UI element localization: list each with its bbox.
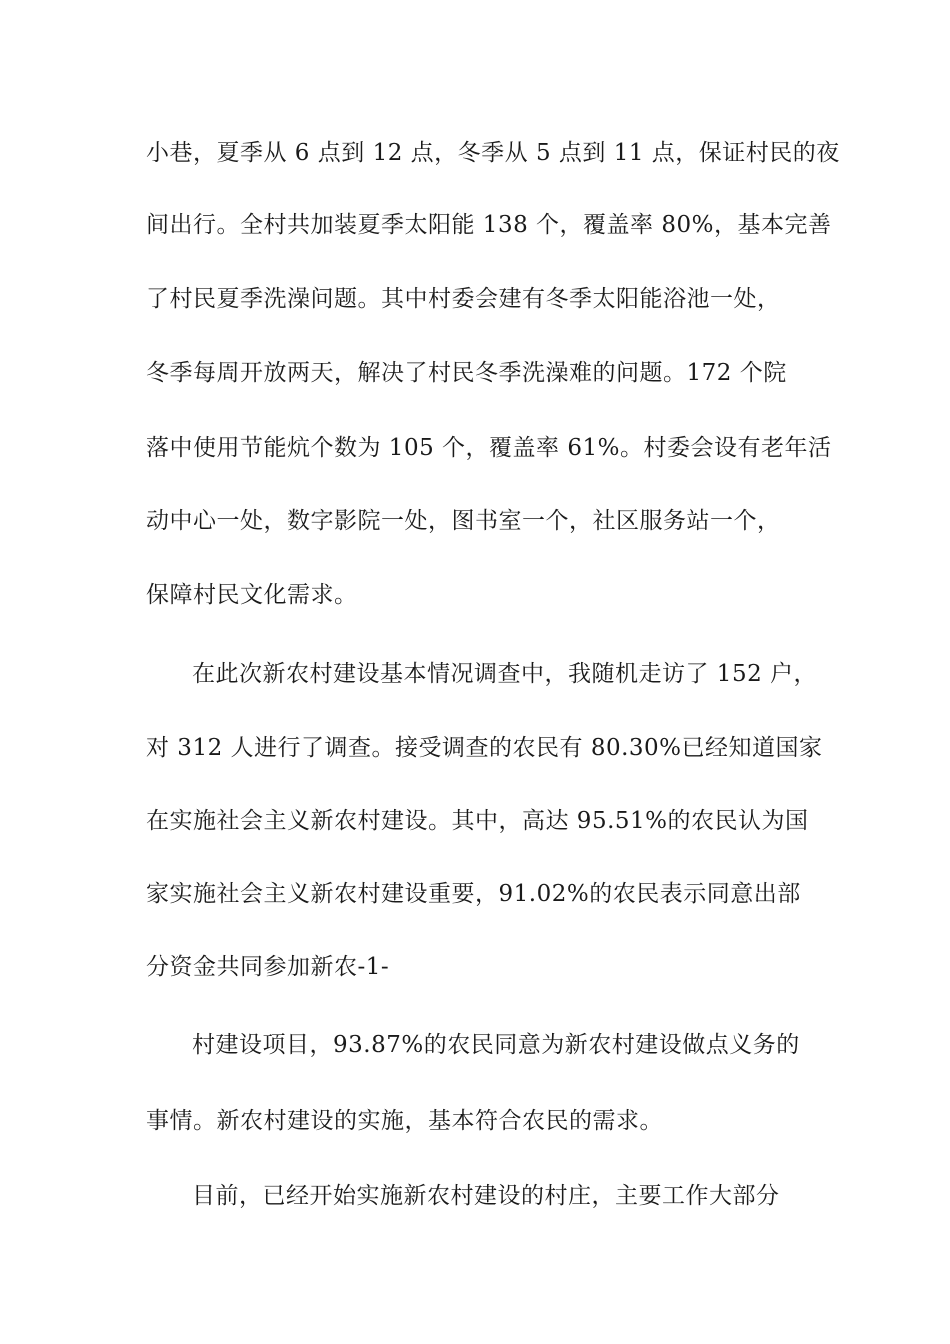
text-line-5: 落中使用节能炕个数为 105 个，覆盖率 61%。村委会设有老年活	[146, 435, 832, 461]
text-line-3: 了村民夏季洗澡问题。其中村委会建有冬季太阳能浴池一处，	[146, 286, 781, 312]
text-line-6: 动中心一处，数字影院一处，图书室一个，社区服务站一个，	[146, 508, 781, 534]
text-line-12: 分资金共同参加新农-1-	[146, 954, 390, 980]
text-line-8: 在此次新农村建设基本情况调查中，我随机走访了 152 户，	[192, 661, 818, 687]
text-line-7: 保障村民文化需求。	[146, 582, 358, 608]
text-line-15: 目前，已经开始实施新农村建设的村庄，主要工作大部分	[192, 1183, 780, 1209]
text-line-9: 对 312 人进行了调查。接受调查的农民有 80.30%已经知道国家	[146, 735, 823, 761]
text-line-1: 小巷，夏季从 6 点到 12 点，冬季从 5 点到 11 点，保证村民的夜	[146, 140, 840, 166]
text-line-11: 家实施社会主义新农村建设重要，91.02%的农民表示同意出部	[146, 881, 801, 907]
text-line-2: 间出行。全村共加装夏季太阳能 138 个，覆盖率 80%，基本完善	[146, 212, 832, 238]
text-line-13: 村建设项目，93.87%的农民同意为新农村建设做点义务的	[192, 1032, 800, 1058]
text-line-10: 在实施社会主义新农村建设。其中，高达 95.51%的农民认为国	[146, 808, 809, 834]
text-line-14: 事情。新农村建设的实施，基本符合农民的需求。	[146, 1108, 663, 1134]
text-line-4: 冬季每周开放两天，解决了村民冬季洗澡难的问题。172 个院	[146, 360, 787, 386]
